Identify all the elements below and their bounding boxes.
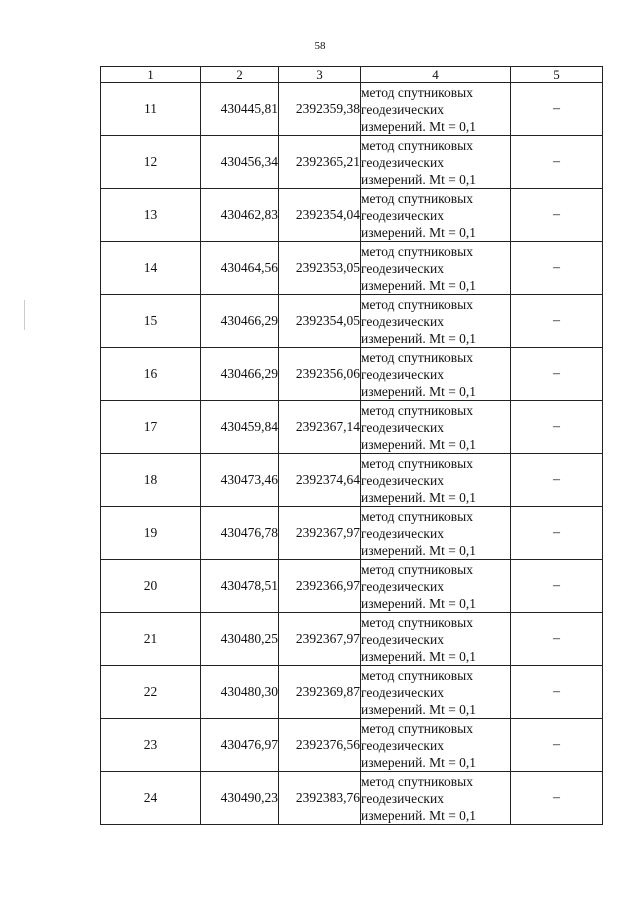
header-col-3: 3	[279, 67, 361, 83]
point-number-cell: 21	[101, 613, 201, 666]
point-number-cell: 19	[101, 507, 201, 560]
note-cell: –	[511, 560, 603, 613]
table-row	[101, 242, 603, 295]
method-cell	[361, 560, 511, 613]
method-cell	[361, 613, 511, 666]
method-line-1: метод спутниковых	[361, 137, 473, 153]
method-cell	[361, 295, 511, 348]
table-row	[101, 136, 603, 189]
margin-mark	[24, 300, 25, 330]
method-line-1: метод спутниковых	[361, 508, 473, 524]
method-cell	[361, 719, 511, 772]
method-line-2: геодезических	[361, 154, 444, 170]
method-cell	[361, 83, 511, 136]
method-line-1: метод спутниковых	[361, 243, 473, 259]
point-number-cell: 11	[101, 83, 201, 136]
method-line-2: геодезических	[361, 525, 444, 541]
point-number-cell: 23	[101, 719, 201, 772]
y-coordinate-cell: 2392353,05	[279, 242, 361, 295]
method-line-1: метод спутниковых	[361, 296, 473, 312]
method-line-2: геодезических	[361, 790, 444, 806]
method-line-1: метод спутниковых	[361, 402, 473, 418]
y-coordinate-cell: 2392383,76	[279, 772, 361, 825]
table-row	[101, 719, 603, 772]
y-coordinate-cell: 2392367,97	[279, 613, 361, 666]
x-coordinate-cell: 430490,23	[201, 772, 279, 825]
header-col-1: 1	[101, 67, 201, 83]
method-line-3: измерений. Mt = 0,1	[361, 648, 477, 664]
method-line-3: измерений. Mt = 0,1	[361, 807, 477, 823]
page-number: 58	[314, 40, 326, 52]
note-cell: –	[511, 189, 603, 242]
note-cell: –	[511, 507, 603, 560]
method-line-3: измерений. Mt = 0,1	[361, 171, 477, 187]
table-body	[101, 83, 603, 825]
x-coordinate-cell: 430480,30	[201, 666, 279, 719]
method-line-3: измерений. Mt = 0,1	[361, 224, 477, 240]
x-coordinate-cell: 430462,83	[201, 189, 279, 242]
method-line-3: измерений. Mt = 0,1	[361, 383, 477, 399]
method-line-2: геодезических	[361, 631, 444, 647]
y-coordinate-cell: 2392354,05	[279, 295, 361, 348]
table-row	[101, 348, 603, 401]
x-coordinate-cell: 430473,46	[201, 454, 279, 507]
method-line-2: геодезических	[361, 366, 444, 382]
method-line-2: геодезических	[361, 260, 444, 276]
method-line-2: геодезических	[361, 578, 444, 594]
header-col-2: 2	[201, 67, 279, 83]
point-number-cell: 14	[101, 242, 201, 295]
y-coordinate-cell: 2392366,97	[279, 560, 361, 613]
method-line-2: геодезических	[361, 313, 444, 329]
method-line-2: геодезических	[361, 419, 444, 435]
x-coordinate-cell: 430466,29	[201, 348, 279, 401]
x-coordinate-cell: 430466,29	[201, 295, 279, 348]
table-header	[101, 67, 603, 83]
y-coordinate-cell: 2392367,97	[279, 507, 361, 560]
method-line-3: измерений. Mt = 0,1	[361, 489, 477, 505]
method-cell	[361, 136, 511, 189]
method-line-1: метод спутниковых	[361, 455, 473, 471]
point-number-cell: 13	[101, 189, 201, 242]
method-cell	[361, 348, 511, 401]
method-line-1: метод спутниковых	[361, 84, 473, 100]
method-cell	[361, 666, 511, 719]
x-coordinate-cell: 430480,25	[201, 613, 279, 666]
y-coordinate-cell: 2392374,64	[279, 454, 361, 507]
table-row	[101, 507, 603, 560]
note-cell: –	[511, 454, 603, 507]
method-cell	[361, 772, 511, 825]
point-number-cell: 24	[101, 772, 201, 825]
header-col-5: 5	[511, 67, 603, 83]
table-row	[101, 613, 603, 666]
method-line-3: измерений. Mt = 0,1	[361, 754, 477, 770]
method-line-1: метод спутниковых	[361, 667, 473, 683]
method-line-3: измерений. Mt = 0,1	[361, 118, 477, 134]
method-line-1: метод спутниковых	[361, 349, 473, 365]
x-coordinate-cell: 430456,34	[201, 136, 279, 189]
method-cell	[361, 507, 511, 560]
method-line-3: измерений. Mt = 0,1	[361, 542, 477, 558]
table-row	[101, 83, 603, 136]
table-row	[101, 295, 603, 348]
method-line-1: метод спутниковых	[361, 773, 473, 789]
x-coordinate-cell: 430478,51	[201, 560, 279, 613]
method-line-3: измерений. Mt = 0,1	[361, 330, 477, 346]
method-line-2: геодезических	[361, 207, 444, 223]
method-cell	[361, 189, 511, 242]
point-number-cell: 17	[101, 401, 201, 454]
note-cell: –	[511, 666, 603, 719]
note-cell: –	[511, 719, 603, 772]
x-coordinate-cell: 430476,78	[201, 507, 279, 560]
note-cell: –	[511, 242, 603, 295]
point-number-cell: 20	[101, 560, 201, 613]
table-row	[101, 560, 603, 613]
point-number-cell: 12	[101, 136, 201, 189]
y-coordinate-cell: 2392369,87	[279, 666, 361, 719]
method-cell	[361, 454, 511, 507]
method-line-2: геодезических	[361, 101, 444, 117]
note-cell: –	[511, 83, 603, 136]
x-coordinate-cell: 430459,84	[201, 401, 279, 454]
x-coordinate-cell: 430445,81	[201, 83, 279, 136]
note-cell: –	[511, 348, 603, 401]
note-cell: –	[511, 401, 603, 454]
y-coordinate-cell: 2392356,06	[279, 348, 361, 401]
method-line-2: геодезических	[361, 737, 444, 753]
table-row	[101, 666, 603, 719]
method-line-2: геодезических	[361, 684, 444, 700]
y-coordinate-cell: 2392367,14	[279, 401, 361, 454]
point-number-cell: 16	[101, 348, 201, 401]
point-number-cell: 18	[101, 454, 201, 507]
note-cell: –	[511, 772, 603, 825]
table-row	[101, 454, 603, 507]
method-line-3: измерений. Mt = 0,1	[361, 277, 477, 293]
table-row	[101, 189, 603, 242]
method-line-3: измерений. Mt = 0,1	[361, 436, 477, 452]
y-coordinate-cell: 2392365,21	[279, 136, 361, 189]
point-number-cell: 15	[101, 295, 201, 348]
y-coordinate-cell: 2392354,04	[279, 189, 361, 242]
note-cell: –	[511, 613, 603, 666]
method-line-1: метод спутниковых	[361, 561, 473, 577]
coordinates-table	[100, 66, 603, 825]
x-coordinate-cell: 430464,56	[201, 242, 279, 295]
point-number-cell: 22	[101, 666, 201, 719]
note-cell: –	[511, 295, 603, 348]
method-line-3: измерений. Mt = 0,1	[361, 701, 477, 717]
method-cell	[361, 401, 511, 454]
x-coordinate-cell: 430476,97	[201, 719, 279, 772]
method-cell	[361, 242, 511, 295]
method-line-1: метод спутниковых	[361, 614, 473, 630]
header-col-4: 4	[361, 67, 511, 83]
method-line-2: геодезических	[361, 472, 444, 488]
y-coordinate-cell: 2392359,38	[279, 83, 361, 136]
method-line-1: метод спутниковых	[361, 720, 473, 736]
method-line-1: метод спутниковых	[361, 190, 473, 206]
table-row	[101, 772, 603, 825]
note-cell: –	[511, 136, 603, 189]
header-row	[101, 67, 603, 83]
table-row	[101, 401, 603, 454]
method-line-3: измерений. Mt = 0,1	[361, 595, 477, 611]
y-coordinate-cell: 2392376,56	[279, 719, 361, 772]
